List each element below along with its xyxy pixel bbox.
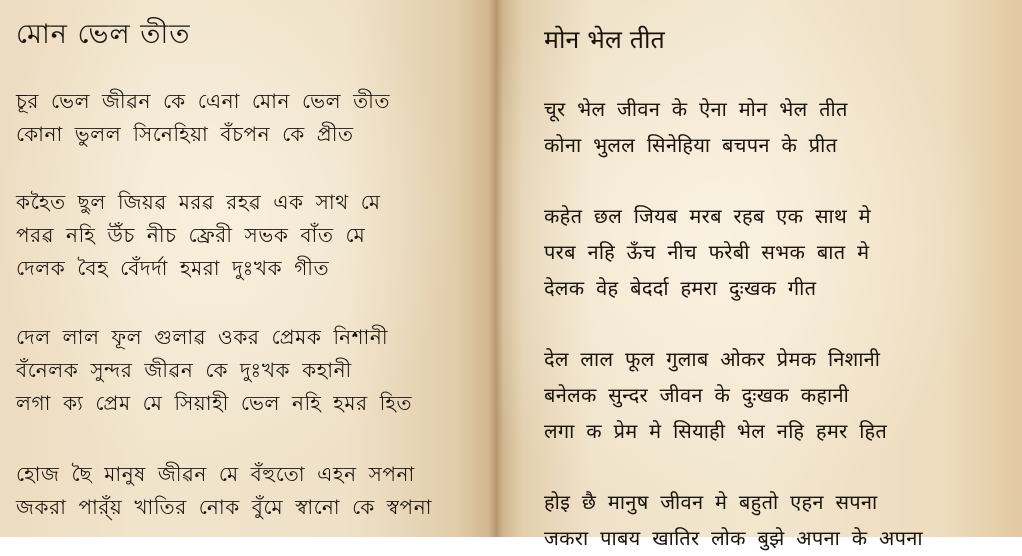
poem-line: বঁনেলক সুন্দর জীৱন কে দুঃখক কহানী — [16, 358, 352, 382]
poem-line: कोना भुलल सिनेहिया बचपन के प्रीत — [544, 133, 838, 157]
stanza-2 — [544, 198, 871, 306]
stanza-1 — [16, 85, 390, 151]
poem-line: चूर भेल जीवन के ऐना मोन भेल तीत — [544, 97, 848, 121]
poem-line: कहेत छल जियब मरब रहब एक साथ मे — [544, 204, 871, 228]
poem-line: কহৈত ছুল জিয়ৱ মরৱ রহৱ এক সাথ মে — [16, 190, 381, 214]
poem-title-devanagari: मोन भेल तीत — [544, 25, 665, 54]
poem-line: जकरा पाबय खातिर लोक बुझे अपना के अपना — [544, 526, 923, 550]
poem-line: देलक वेह बेदर्दा हमरा दुःखक गीत — [544, 276, 817, 300]
poem-line: হোজ ছৈ মানুষ জীৱন মে বঁহুতো এহন সপনা — [16, 462, 415, 486]
poem-line: लगा क प्रेम मे सियाही भेल नहि हमर हित — [544, 419, 888, 443]
stanza-3 — [544, 341, 887, 449]
poem-line: লগা ক্য প্রেম মে সিয়াহী ভেল নহি হমর হিত — [16, 391, 413, 415]
stanza-3 — [16, 321, 412, 420]
stanza-2 — [16, 186, 381, 285]
book-gutter — [489, 0, 503, 537]
stanza-1 — [544, 91, 848, 163]
right-page-devanagari — [496, 0, 1022, 550]
poem-line: জকরা পার্ঁয় খাতির নোক বুঁমে স্বানো কে স্বপনা — [16, 495, 433, 519]
poem-line: চূর ভেল জীৱন কে এেনা মোন ভেল তীত — [16, 89, 391, 113]
poem-line: देल लाल फूल गुलाब ओकर प्रेमक निशानी — [544, 347, 881, 371]
stanza-4 — [544, 484, 923, 556]
poem-line: होइ छै मानुष जीवन मे बहुतो एहन सपना — [544, 490, 878, 514]
poem-line: দেল লাল ফূল গুলাৱ ওকর প্রেমক নিশানী — [16, 325, 389, 349]
poem-title-bengali: মোন ভেল তীত — [16, 19, 191, 50]
poem-line: परब नहि ऊँच नीच फरेबी सभक बात मे — [544, 240, 870, 264]
poem-line: কোনা ভুলল সিনেহিয়া বঁচপন কে প্রীত — [16, 122, 354, 146]
poem-line: बनेलक सुन्दर जीवन के दुःखक कहानी — [544, 383, 850, 407]
stanza-4 — [16, 458, 432, 524]
poem-line: দেলক বৈহ বেঁদর্দা হমরা দুঃখক গীত — [16, 256, 330, 280]
left-page-bengali — [0, 0, 496, 537]
poem-line: পরৱ নহি উঁচ নীচ ফ্ৰেরী সভক বাঁত মে — [16, 223, 366, 247]
